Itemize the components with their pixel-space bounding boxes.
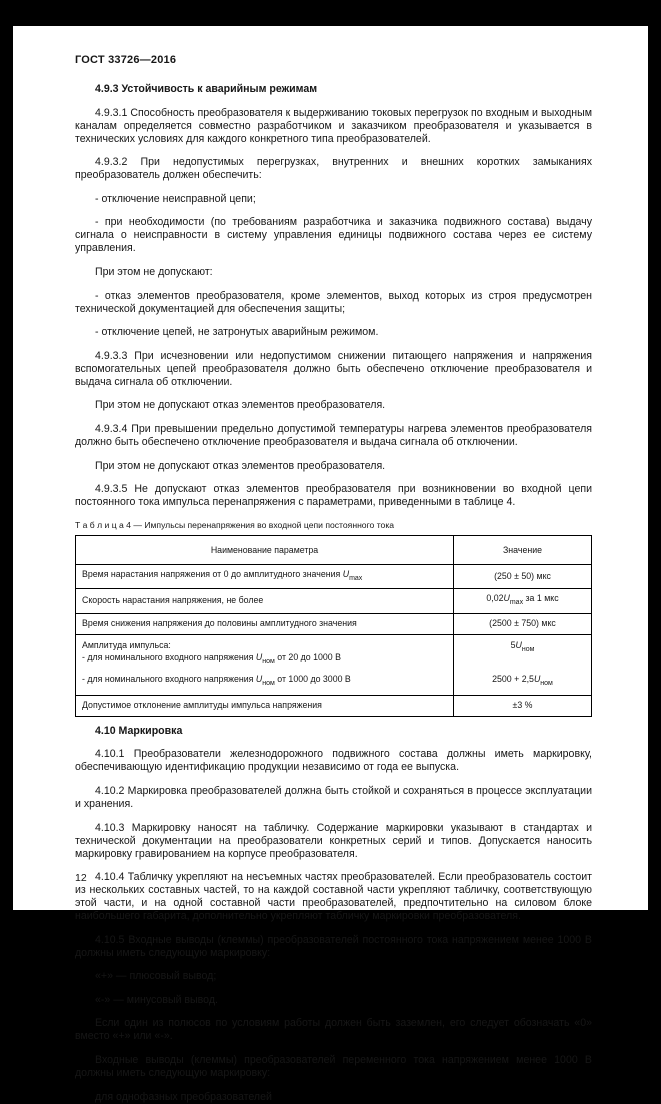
list-item: - при необходимости (по требованиям разработчика и заказчика подвижного состава) выдачу сигнала о неисправности в систему управления единицы подвижного состава через ее систему управления. [75,216,592,255]
section-heading: 4.10 Маркировка [95,724,183,737]
paragraph: 4.9.3.2 При недопустимых перегрузках, внутренних и внешних коротких замыканиях преобразователь должен обеспечить: [75,156,592,182]
paragraph: Входные выводы (клеммы) преобразователей переменного тока напряжением менее 1000 В должны иметь следующую маркировку: [75,1054,592,1080]
value-cell [454,635,592,696]
table-row [76,589,592,614]
table-overvoltage-pulses [75,535,592,717]
paragraph: 4.10.5 Входные выводы (клеммы) преобразователей постоянного тока напряжением менее 1000 В должны иметь следующую маркировку: [75,933,592,959]
section-heading: 4.9.3 Устойчивость к аварийным режимам [95,83,318,95]
list-item: - отказ элементов преобразователя, кроме элементов, выход которых из строя предусмотрен технической документацией для обеспечения защиты; [75,289,592,315]
value-cell: (250 ± 50) мкс [454,564,592,589]
table-header-row [76,535,592,564]
paragraph: «+» — плюсовый вывод; [95,970,217,983]
param-cell: Допустимое отклонение амплитуды импульса напряжения [76,695,454,716]
page-number: 12 [75,872,87,884]
list-item: - отключение неисправной цепи; [95,192,256,205]
value-line: $5U_{ном}$ [510,640,535,653]
paragraph: 4.10.3 Маркировку наносят на табличку. Содержание маркировки указывают в стандартах и технической документации на преобразователи конкретных серий и типов. Допускается наносить маркировку гравированием на корпусе преобразователя. [75,821,592,860]
table-row [76,635,592,696]
document-page [13,26,648,1103]
param-cell: Время снижения напряжения до половины амплитудного значения [76,614,454,635]
column-header-value: Значение [454,535,592,564]
table-row [76,614,592,635]
value-cell: $0,02U_{max}$ за 1 мкс [454,589,592,614]
list-item: - отключение цепей, не затронутых аварийным режимом. [95,326,379,339]
param-line: - для номинального входного напряжения $U_{ном}$ от 20 до 1000 В [82,652,342,665]
param-cell: Время нарастания напряжения от 0 до амплитудного значения $U_{max}$ [76,564,454,589]
paragraph: 4.10.4 Табличку укрепляют на несъемных частях преобразователей. Если преобразователь состоит из нескольких составных частей, то на каждой составной части укрепляют табличку, соответствующую этой части, и на одной составной части преобразователей, предпочтительно на силовом блоке наибольшего габарита, дополнительно укрепляют табличку маркировки преобразователя. [75,871,592,923]
value-line: $2500 + 2,5U_{ном}$ [492,673,553,687]
paragraph: При этом не допускают: [95,265,213,278]
paragraph: Если один из полюсов по условиям работы должен быть заземлен, его следует обозначать «0» вместо «+» или «-». [75,1017,592,1043]
page-content [13,26,648,1104]
paragraph: 4.9.3.3 При исчезновении или недопустимом снижении питающего напряжения и напряжения вспомогательных цепей преобразователя должно быть обеспечено отключение преобразователя и выдача сигнала об отключении. [75,349,592,388]
paragraph: «-» — минусовый вывод. [95,993,218,1006]
paragraph: для однофазных преобразователей [95,1090,272,1103]
paragraph: 4.10.2 Маркировка преобразователей должна быть стойкой и сохраняться в процессе эксплуатации и хранения. [75,784,592,810]
value-cell: ±3 % [454,695,592,716]
param-line: Амплитуда импульса: [82,640,171,651]
table-row [76,695,592,716]
table-row [76,564,592,589]
paragraph: 4.9.3.4 При превышении предельно допустимой температуры нагрева элементов преобразователя должно быть обеспечено отключение преобразователя и выдача сигнала об отключении. [75,422,592,448]
param-cell [76,635,454,696]
table-caption: Т а б л и ц а 4 — Импульсы перенапряжения во входной цепи постоянного тока [75,519,395,530]
value-line-spacer [460,656,585,668]
paragraph: При этом не допускают отказ элементов преобразователя. [95,459,386,472]
param-line: - для номинального входного напряжения $U_{ном}$ от 1000 до 3000 В [82,673,351,687]
paragraph: 4.9.3.1 Способность преобразователя к выдерживанию токовых перегрузок по входным и выходным каналам определяется совместно разработчиком и заказчиком преобразователя и указывается в технических условиях для каждого конкретного типа преобразователей. [75,106,592,145]
column-header-parameter: Наименование параметра [76,535,454,564]
doc-header: ГОСТ 33726—2016 [75,54,177,66]
paragraph: 4.9.3.5 Не допускают отказ элементов преобразователя при возникновении во входной цепи постоянного тока импульса перенапряжения с параметрами, приведенными в таблице 4. [75,483,592,509]
paragraph: 4.10.1 Преобразователи железнодорожного подвижного состава должны иметь маркировку, обеспечивающую идентификацию продукции независимо от года ее выпуска. [75,748,592,774]
paragraph: При этом не допускают отказ элементов преобразователя. [95,399,386,412]
param-cell: Скорость нарастания напряжения, не более [76,589,454,614]
value-cell: (2500 ± 750) мкс [454,614,592,635]
